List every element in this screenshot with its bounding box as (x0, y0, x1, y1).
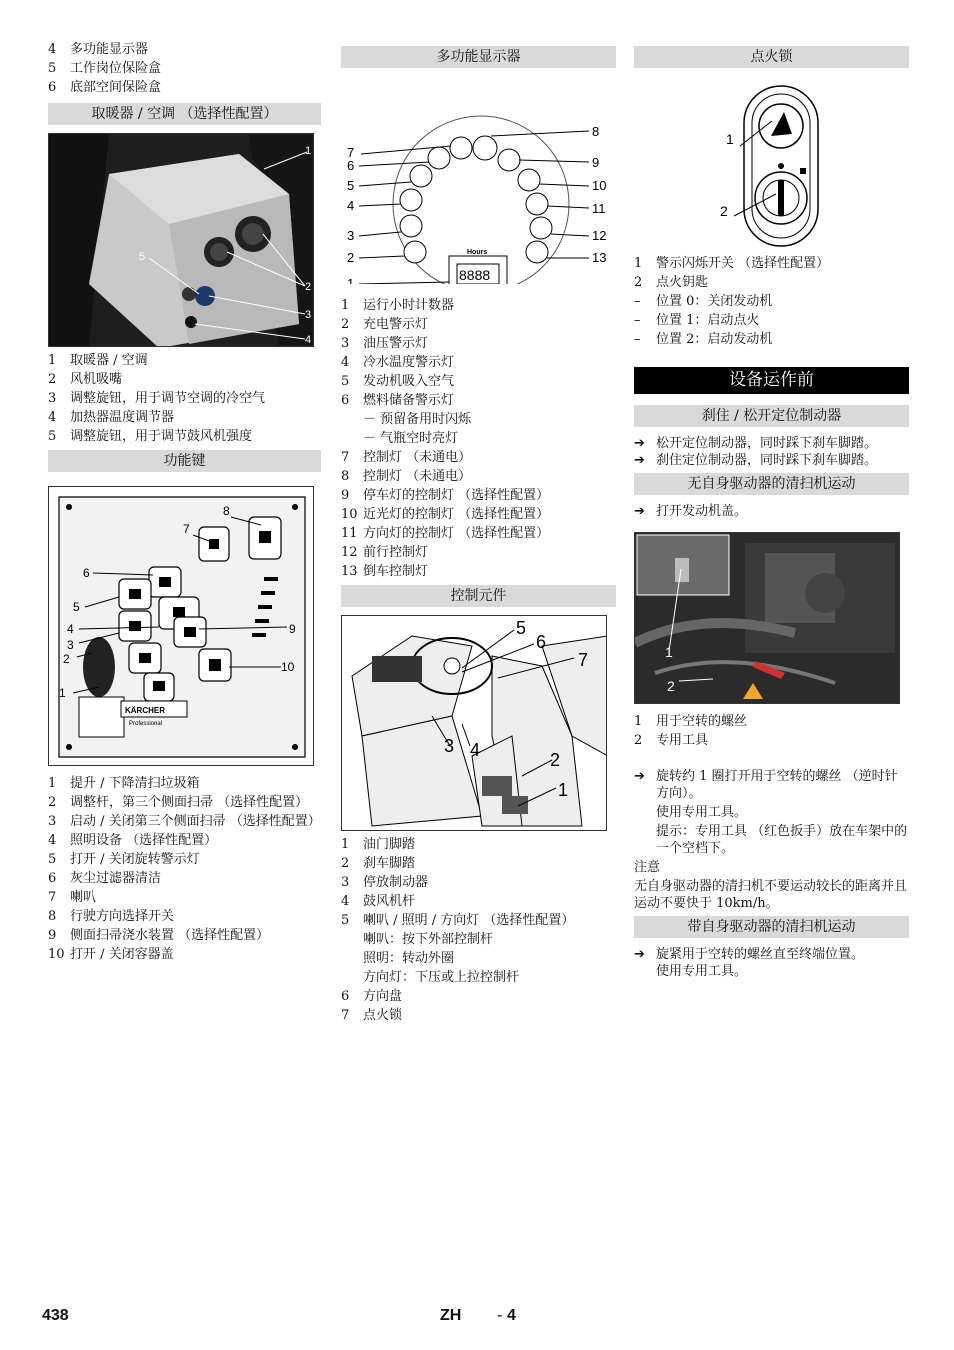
display-label-3: 3 (347, 228, 355, 243)
controls-label-5: 5 (516, 618, 527, 638)
keys-label-2: 2 (63, 652, 70, 666)
list-item (341, 854, 616, 873)
list-item-text: 位置 1：启动点火 (656, 313, 760, 328)
column-right (634, 40, 909, 980)
heater-label-1: 1 (305, 145, 312, 157)
list-item (48, 78, 321, 97)
no-drive-heading: 无自身驱动器的清扫机运动 (634, 473, 909, 495)
no-drive-label-1: 1 (665, 644, 673, 660)
list-item-text: 位置 0：关闭发动机 (656, 294, 773, 309)
ignition-label-1: 1 (726, 131, 734, 147)
controls-label-7: 7 (578, 650, 589, 670)
note-label: 注意 (634, 860, 661, 875)
list-item-number: 7 (341, 450, 350, 465)
list-item-text: 倒车控制灯 (363, 564, 429, 579)
list-item-text: 发动机吸入空气 (363, 374, 455, 389)
list-item-text: 侧面扫帚浇水装置 （选择性配置） (70, 928, 270, 943)
list-item (48, 850, 321, 869)
no-drive-photo (634, 532, 900, 704)
list-item-number: 4 (341, 894, 350, 909)
list-item-number: 13 (341, 564, 358, 579)
list-item-text: 控制灯 （未通电） (363, 450, 472, 465)
list-item-text: 提升 / 下降清扫垃圾箱 (70, 776, 200, 791)
sub-item: － 气瓶空时亮灯 (363, 431, 459, 446)
display-label-13: 13 (592, 250, 607, 265)
keys-label-7: 7 (183, 522, 190, 536)
drive-step-tool: 使用专用工具。 (656, 964, 748, 979)
no-drive-photo-svg (635, 533, 900, 704)
list-item (48, 831, 321, 850)
list-item-number: 4 (48, 42, 57, 57)
list-item-number: 9 (341, 488, 350, 503)
list-item-text: 近光灯的控制灯 （选择性配置） (363, 507, 550, 522)
display-label-4: 4 (347, 198, 355, 213)
list-item-number: 10 (48, 947, 65, 962)
arrow-icon: ➔ (634, 947, 645, 962)
list-item-number: 2 (48, 795, 57, 810)
list-item (341, 315, 616, 334)
list-item-number: 3 (341, 875, 350, 890)
list-item-number: 1 (48, 776, 57, 791)
list-item (341, 562, 616, 581)
list-item-text: 控制灯 （未通电） (363, 469, 472, 484)
list-item-number: 5 (48, 429, 57, 444)
list-item-number: 3 (341, 336, 350, 351)
list-item (48, 40, 321, 59)
no-drive-label-2: 2 (667, 678, 675, 694)
controls-list (341, 835, 616, 930)
column-left (48, 40, 321, 964)
list-item-number: 11 (341, 526, 358, 541)
column-middle (341, 40, 616, 1025)
list-item-text: 刹车脚踏 (363, 856, 416, 871)
list-item-text: 油压警示灯 (363, 336, 429, 351)
list-item (341, 353, 616, 372)
list-item-number: 1 (341, 298, 350, 313)
step-item (634, 435, 909, 452)
keys-label-5: 5 (73, 600, 80, 614)
list-item-text: 油门脚踏 (363, 837, 416, 852)
list-item-text: 前行控制灯 (363, 545, 429, 560)
display-label-9: 9 (592, 155, 600, 170)
heater-photo-svg (49, 134, 314, 347)
list-item-number: 1 (634, 714, 643, 729)
step-text: 松开定位制动器，同时踩下刹车脚踏。 (656, 436, 878, 451)
page-number: 438 (42, 1307, 69, 1324)
ignition-svg (634, 76, 909, 250)
display-heading: 多功能显示器 (341, 46, 616, 68)
keys-label-6: 6 (83, 566, 90, 580)
list-item-number: 1 (634, 256, 643, 271)
list-item (341, 391, 616, 410)
list-item (341, 486, 616, 505)
list-item (341, 448, 616, 467)
ignition-heading: 点火锁 (634, 46, 909, 68)
arrow-icon: ➔ (634, 769, 645, 784)
controls-heading: 控制元件 (341, 585, 616, 607)
sub-item: 照明：转动外圈 (363, 951, 455, 966)
list-item-text: 打开 / 关闭旋转警示灯 (70, 852, 200, 867)
list-item (341, 505, 616, 524)
list-item-text: 启动 / 关闭第三个侧面扫帚 （选择性配置） (70, 814, 321, 829)
list-item-text: 取暖器 / 空调 (70, 353, 148, 368)
display-label-12: 12 (592, 228, 607, 243)
drive-step: ➔ 旋紧用于空转的螺丝直至终端位置。 (634, 947, 865, 962)
list-item-text: 用于空转的螺丝 (656, 714, 748, 729)
controls-list-2 (341, 987, 616, 1025)
brake-steps (634, 435, 909, 469)
list-item-number: 6 (48, 871, 57, 886)
footer-separator: - (497, 1307, 503, 1324)
list-item (48, 869, 321, 888)
list-item-number: 8 (341, 469, 350, 484)
list-item (634, 311, 909, 330)
controls-label-6: 6 (536, 632, 547, 652)
list-item-text: 调整旋钮，用于调节空调的冷空气 (70, 391, 266, 406)
list-item-text: 照明设备 （选择性配置） (70, 833, 218, 848)
list-item-number: 5 (341, 913, 350, 928)
list-item (341, 372, 616, 391)
list-item (48, 408, 321, 427)
brake-heading: 刹住 / 松开定位制动器 (634, 405, 909, 427)
keys-label-10: 10 (281, 660, 295, 674)
list-item (634, 330, 909, 349)
list-item-number: 3 (48, 391, 57, 406)
function-keys-svg (49, 487, 314, 766)
list-item-number: 9 (48, 928, 57, 943)
list-item-number: 5 (48, 61, 57, 76)
sub-item: 方向灯：下压或上拉控制杆 (363, 970, 520, 985)
list-item-text: 方向盘 (363, 989, 403, 1004)
list-item-number: 12 (341, 545, 358, 560)
list-item (341, 835, 616, 854)
heater-label-5: 5 (139, 251, 146, 263)
list-item-number: 2 (634, 275, 643, 290)
footer-language: ZH (440, 1307, 462, 1324)
controls-figure (341, 615, 607, 831)
list-item-number: – (634, 294, 641, 309)
display-hours: Hours (467, 249, 488, 256)
list-item (341, 1006, 616, 1025)
keys-brand-sub: Professional (129, 721, 163, 727)
ignition-label-2: 2 (720, 203, 728, 219)
list-item-number: 6 (341, 989, 350, 1004)
display-label-10: 10 (592, 178, 607, 193)
list-item-number: 4 (48, 410, 57, 425)
list-item (48, 774, 321, 793)
no-drive-step-2-tool: 使用专用工具。 (656, 805, 748, 820)
list-item (341, 911, 616, 930)
heater-list (48, 351, 321, 446)
display-list-2 (341, 448, 616, 581)
display-list (341, 296, 616, 410)
list-item-number: 2 (48, 372, 57, 387)
list-item-text: 专用工具 (656, 733, 709, 748)
function-keys-heading: 功能键 (48, 450, 321, 472)
heater-label-3: 3 (305, 309, 312, 321)
list-item (634, 254, 909, 273)
note-text: 无自身驱动器的清扫机不要运动较长的距离并且运动不要快于 10km/h。 (634, 879, 908, 911)
list-item-text: 多功能显示器 (70, 42, 149, 57)
list-item-text: 喇叭 / 照明 / 方向灯 （选择性配置） (363, 913, 575, 928)
ignition-list (634, 254, 909, 349)
list-item-text: 运行小时计数器 (363, 298, 455, 313)
arrow-icon: ➔ (634, 453, 645, 468)
list-item (634, 273, 909, 292)
arrow-icon: ➔ (634, 504, 645, 519)
list-item-text: 点火钥匙 (656, 275, 709, 290)
heater-label-2: 2 (305, 281, 312, 293)
list-item-text: 打开 / 关闭容器盖 (70, 947, 174, 962)
sub-item: － 预留备用时闪烁 (363, 412, 472, 427)
list-item (48, 389, 321, 408)
list-item-text: 工作岗位保险盒 (70, 61, 162, 76)
no-drive-step-2-hint: 提示：专用工具 （红色扳手）放在车架中的一个空档下。 (656, 824, 908, 856)
list-item-text: 调整旋钮，用于调节鼓风机强度 (70, 429, 253, 444)
list-item (48, 907, 321, 926)
drive-heading: 带自身驱动器的清扫机运动 (634, 916, 909, 938)
list-item (48, 59, 321, 78)
keys-label-3: 3 (67, 638, 74, 652)
controls-svg (342, 616, 607, 831)
no-drive-step-1: ➔ 打开发动机盖。 (634, 504, 748, 519)
controls-label-2: 2 (550, 750, 561, 770)
keys-label-4: 4 (67, 622, 74, 636)
step-item (634, 452, 909, 469)
display-label-1: 1 (347, 276, 355, 284)
list-item-number: 2 (341, 317, 350, 332)
list-item (48, 888, 321, 907)
display-label-6: 6 (347, 158, 355, 173)
list-item (634, 731, 909, 750)
list-item-text: 行驶方向选择开关 (70, 909, 175, 924)
before-operation-heading: 设备运作前 (634, 367, 909, 394)
list-item-text: 风机吸嘴 (70, 372, 123, 387)
heater-photo (48, 133, 314, 347)
sub-item: 喇叭：按下外部控制杆 (363, 932, 494, 947)
list-item-text: 停放制动器 (363, 875, 429, 890)
list-item-number: 8 (48, 909, 57, 924)
list-item-number: 7 (48, 890, 57, 905)
list-item (341, 524, 616, 543)
function-keys-figure (48, 486, 314, 766)
display-counter: 8888 (459, 267, 491, 283)
list-item-number: 6 (48, 80, 57, 95)
list-item (48, 427, 321, 446)
arrow-icon: ➔ (634, 436, 645, 451)
list-item-number: 7 (341, 1008, 350, 1023)
list-item (341, 543, 616, 562)
list-item (341, 467, 616, 486)
list-item (341, 873, 616, 892)
display-label-8: 8 (592, 124, 600, 139)
list-item (48, 812, 321, 831)
list-item (634, 292, 909, 311)
list-item-text: 警示闪烁开关 （选择性配置） (656, 256, 830, 271)
keys-label-8: 8 (223, 504, 230, 518)
list-item-number: 1 (48, 353, 57, 368)
list-item-number: 6 (341, 393, 350, 408)
list-item (48, 351, 321, 370)
no-drive-list (634, 712, 909, 750)
list-item-number: 4 (341, 355, 350, 370)
list-item (341, 987, 616, 1006)
controls-sub-list (341, 930, 616, 987)
display-figure (341, 76, 616, 284)
list-item (48, 926, 321, 945)
ignition-figure (634, 76, 909, 250)
display-label-11: 11 (592, 201, 606, 216)
list-item-number: 2 (634, 733, 643, 748)
list-item-text: 调整杆，第三个侧面扫帚 （选择性配置） (70, 795, 309, 810)
list-item (341, 296, 616, 315)
list-item-number: 1 (341, 837, 350, 852)
list-item-number: 10 (341, 507, 358, 522)
list-item-text: 方向灯的控制灯 （选择性配置） (363, 526, 550, 541)
display-label-5: 5 (347, 178, 355, 193)
display-sub-list (341, 410, 616, 448)
list-item-text: 灰尘过滤器清洁 (70, 871, 162, 886)
list-item-number: 2 (341, 856, 350, 871)
list-item-text: 加热器温度调节器 (70, 410, 175, 425)
list-item-text: 鼓风机杆 (363, 894, 416, 909)
list-item (341, 892, 616, 911)
display-label-7: 7 (347, 145, 355, 160)
list-item-number: 5 (48, 852, 57, 867)
function-keys-list (48, 774, 321, 964)
list-item-text: 底部空间保险盒 (70, 80, 162, 95)
list-item-number: 3 (48, 814, 57, 829)
heater-label-4: 4 (305, 334, 312, 346)
list-item-text: 位置 2：启动发动机 (656, 332, 773, 347)
list-item (48, 793, 321, 812)
heater-heading: 取暖器 / 空调 （选择性配置） (48, 103, 321, 125)
list-item-number: – (634, 332, 641, 347)
list-item (48, 370, 321, 389)
keys-label-9: 9 (289, 622, 296, 636)
list-item-text: 充电警示灯 (363, 317, 429, 332)
list-item-number: – (634, 313, 641, 328)
keys-label-1: 1 (59, 686, 66, 700)
footer-section-number: 4 (507, 1307, 516, 1324)
step-text: 刹住定位制动器，同时踩下刹车脚踏。 (656, 453, 878, 468)
display-svg (341, 76, 616, 284)
controls-label-4: 4 (470, 740, 481, 760)
no-drive-step-2: ➔ 旋转约 1 圈打开用于空转的螺丝 （逆时针方向）。 (634, 769, 898, 801)
controls-label-3: 3 (444, 736, 455, 756)
list-item-text: 停车灯的控制灯 （选择性配置） (363, 488, 550, 503)
list-item-text: 冷水温度警示灯 (363, 355, 455, 370)
list-item (634, 712, 909, 731)
list-item-number: 4 (48, 833, 57, 848)
intro-list (48, 40, 321, 97)
list-item-text: 燃料储备警示灯 (363, 393, 455, 408)
list-item (48, 945, 321, 964)
display-label-2: 2 (347, 250, 355, 265)
controls-label-1: 1 (558, 780, 569, 800)
list-item-text: 喇叭 (70, 890, 97, 905)
list-item (341, 334, 616, 353)
list-item-text: 点火锁 (363, 1008, 403, 1023)
keys-brand: KÄRCHER (125, 706, 165, 715)
list-item-number: 5 (341, 374, 350, 389)
